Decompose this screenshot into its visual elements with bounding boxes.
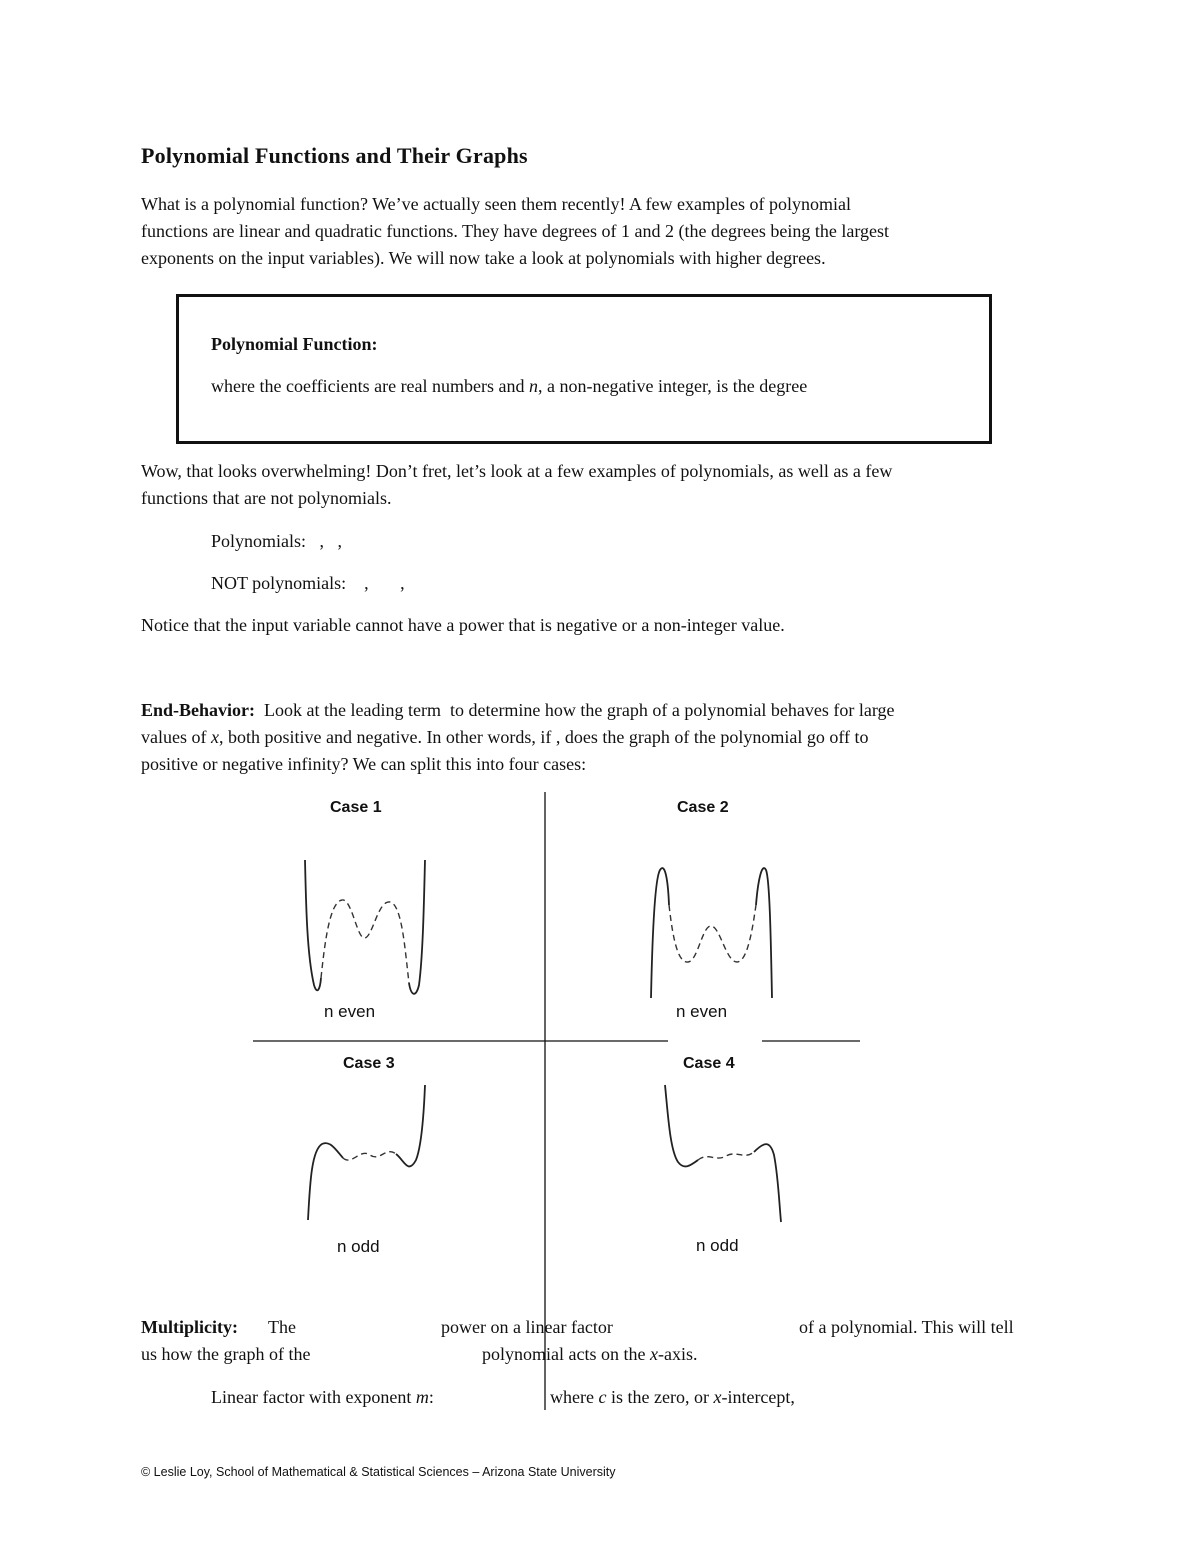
- intro-line-1: What is a polynomial function? We’ve actually seen them recently! A few examples of polynomial: [141, 194, 851, 214]
- definition-text-post: , a non-negative integer, is the degree: [538, 376, 808, 396]
- examples-line-2: functions that are not polynomials.: [141, 488, 392, 508]
- multiplicity-mid: power on a linear factor: [441, 1317, 613, 1337]
- case-4-label: Case 4: [683, 1055, 735, 1072]
- footer-copyright: © Leslie Loy, School of Mathematical & Statistical Sciences – Arizona State University: [141, 1465, 616, 1479]
- case-4-curve-right: [754, 1144, 781, 1222]
- linear-factor-var-m: m: [415, 1387, 429, 1407]
- case-2-curve-left: [651, 868, 669, 998]
- definition-heading: Polynomial Function:: [211, 334, 378, 354]
- multiplicity-line-2-pre: us how the graph of the: [141, 1344, 311, 1364]
- linear-factor-end: -intercept,: [721, 1387, 795, 1407]
- case-4-note: n odd: [696, 1236, 739, 1255]
- definition-text-var: n: [529, 376, 539, 396]
- intro-line-2: functions are linear and quadratic functions. They have degrees of 1 and 2 (the degrees being the largest: [141, 221, 890, 241]
- end-behavior-label: End-Behavior:: [141, 700, 256, 720]
- case-3-label: Case 3: [343, 1055, 395, 1072]
- case-3-curve-left: [308, 1143, 343, 1220]
- case-2-note: n even: [676, 1002, 728, 1021]
- multiplicity-the: The: [268, 1317, 296, 1337]
- case-3-curve-right: [396, 1085, 425, 1166]
- linear-factor-line: [211, 1384, 434, 1411]
- intro-line-3: exponents on the input variables). We will now take a look at polynomials with higher degrees.: [141, 248, 826, 268]
- case-1-label: Case 1: [330, 799, 382, 816]
- end-behavior-var-x: x: [210, 727, 219, 747]
- case-3-note: n odd: [337, 1237, 380, 1256]
- case-2-curve-right: [756, 868, 772, 998]
- linear-factor-colon: :: [428, 1387, 434, 1407]
- definition-text-pre: where the coefficients are real numbers and: [211, 376, 530, 396]
- page-title: Polynomial Functions and Their Graphs: [141, 143, 528, 168]
- case-4-curve-dashed: [698, 1152, 754, 1160]
- linear-factor-mid: is the zero, or: [606, 1387, 714, 1407]
- case-1-curve-right: [409, 860, 425, 994]
- case-1-note: n even: [324, 1002, 376, 1021]
- notice-text: Notice that the input variable cannot have a power that is negative or a non-integer value.: [141, 615, 785, 635]
- linear-factor-where: [550, 1384, 795, 1411]
- not-polynomials-examples: NOT polynomials: , ,: [211, 573, 405, 593]
- case-1-curve-dashed: [321, 900, 409, 983]
- end-behavior-line-3: positive or negative infinity? We can split this into four cases:: [141, 754, 587, 774]
- case-4-curve-left: [665, 1085, 698, 1166]
- case-1-curve-left: [305, 860, 321, 990]
- multiplicity-end: of a polynomial. This will tell: [799, 1317, 1014, 1337]
- linear-factor-var-x: x: [713, 1387, 722, 1407]
- multiplicity-line-2-post-a: polynomial acts on the: [482, 1344, 650, 1364]
- linear-factor-pre: Linear factor with exponent: [211, 1387, 416, 1407]
- polynomials-examples: Polynomials: , ,: [211, 531, 343, 551]
- end-behavior-line-2-pre: values of: [141, 727, 211, 747]
- case-2-curve-dashed: [669, 905, 756, 962]
- multiplicity-var-x: x: [649, 1344, 658, 1364]
- multiplicity-line-2-post-b: -axis.: [657, 1344, 698, 1364]
- case-2-label: Case 2: [677, 799, 729, 816]
- end-behavior-line-1-rest: Look at the leading term to determine how the graph of a polynomial behaves for large: [255, 700, 895, 720]
- linear-factor-var-c: c: [598, 1387, 607, 1407]
- multiplicity-label: Multiplicity:: [141, 1317, 238, 1337]
- multiplicity-line-2-post: [482, 1341, 697, 1368]
- examples-line-1: Wow, that looks overwhelming! Don’t fret, let’s look at a few examples of polynomials, as well as a few: [141, 461, 893, 481]
- linear-factor-where-text: where: [550, 1387, 599, 1407]
- end-behavior-line-2-post: , both positive and negative. In other words, if , does the graph of the polynomial go off to: [218, 727, 869, 747]
- case-3-curve-dashed: [343, 1152, 396, 1160]
